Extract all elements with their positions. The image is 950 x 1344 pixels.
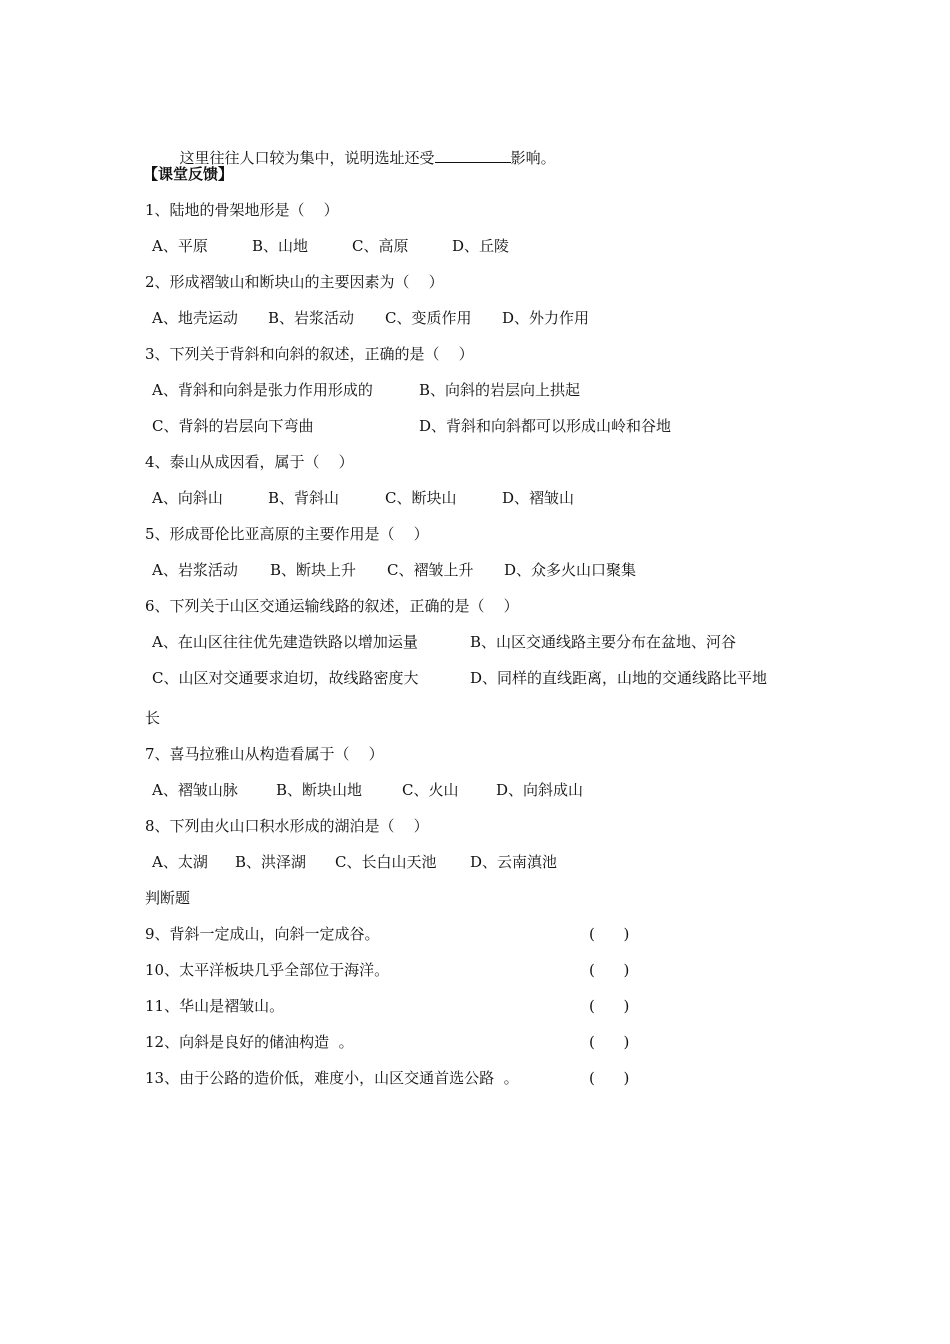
q1-option-d[interactable]: D、丘陵 bbox=[452, 237, 510, 255]
q8-option-a[interactable]: A、太湖 bbox=[152, 853, 208, 871]
q6-option-d-continuation: 长 bbox=[145, 709, 161, 727]
question-7-stem: 7、喜马拉雅山从构造看属于（ ） bbox=[145, 745, 384, 763]
q8-option-c[interactable]: C、长白山天池 bbox=[335, 853, 437, 871]
q6-option-d[interactable]: D、同样的直线距离，山地的交通线路比平地 bbox=[470, 669, 768, 687]
q7-option-b[interactable]: B、断块山地 bbox=[276, 781, 363, 799]
question-6-stem: 6、下列关于山区交通运输线路的叙述，正确的是（ ） bbox=[145, 597, 519, 615]
question-5-stem: 5、形成哥伦比亚高原的主要作用是（ ） bbox=[145, 525, 429, 543]
question-1-stem: 1、陆地的骨架地形是（ ） bbox=[145, 201, 339, 219]
tf-question-9: 9、背斜一定成山，向斜一定成谷。 bbox=[145, 925, 380, 943]
q8-option-b[interactable]: B、洪泽湖 bbox=[235, 853, 307, 871]
q1-option-c[interactable]: C、高原 bbox=[352, 237, 409, 255]
q6-option-c[interactable]: C、山区对交通要求迫切，故线路密度大 bbox=[152, 669, 419, 687]
tf-answer-9[interactable]: ( ) bbox=[589, 925, 630, 943]
q5-option-c[interactable]: C、褶皱上升 bbox=[387, 561, 474, 579]
q7-option-d[interactable]: D、向斜成山 bbox=[496, 781, 584, 799]
q2-option-b[interactable]: B、岩浆活动 bbox=[268, 309, 355, 327]
q4-option-a[interactable]: A、向斜山 bbox=[152, 489, 223, 507]
q5-option-d[interactable]: D、众多火山口聚集 bbox=[504, 561, 637, 579]
fill-blank[interactable] bbox=[435, 148, 511, 163]
tf-question-13: 13、由于公路的造价低，难度小，山区交通首选公路 。 bbox=[145, 1069, 519, 1087]
q4-option-b[interactable]: B、背斜山 bbox=[268, 489, 340, 507]
q3-option-d[interactable]: D、背斜和向斜都可以形成山岭和谷地 bbox=[419, 417, 672, 435]
question-2-stem: 2、形成褶皱山和断块山的主要因素为（ ） bbox=[145, 273, 444, 291]
q3-option-c[interactable]: C、背斜的岩层向下弯曲 bbox=[152, 417, 314, 435]
q5-option-b[interactable]: B、断块上升 bbox=[270, 561, 357, 579]
section-title: 【课堂反馈】 bbox=[143, 165, 234, 183]
q2-option-c[interactable]: C、变质作用 bbox=[385, 309, 472, 327]
q7-option-c[interactable]: C、火山 bbox=[402, 781, 459, 799]
intro-text-after: 影响。 bbox=[510, 149, 556, 167]
question-4-stem: 4、泰山从成因看，属于（ ） bbox=[145, 453, 354, 471]
intro-line bbox=[170, 128, 556, 168]
tf-question-11: 11、华山是褶皱山。 bbox=[145, 997, 285, 1015]
tf-answer-11[interactable]: ( ) bbox=[589, 997, 630, 1015]
q6-option-b[interactable]: B、山区交通线路主要分布在盆地、河谷 bbox=[470, 633, 737, 651]
tf-question-10: 10、太平洋板块几乎全部位于海洋。 bbox=[145, 961, 390, 979]
tf-answer-12[interactable]: ( ) bbox=[589, 1033, 630, 1051]
q3-option-a[interactable]: A、背斜和向斜是张力作用形成的 bbox=[152, 381, 373, 399]
q4-option-c[interactable]: C、断块山 bbox=[385, 489, 457, 507]
tf-answer-13[interactable]: ( ) bbox=[589, 1069, 630, 1087]
tf-answer-10[interactable]: ( ) bbox=[589, 961, 630, 979]
tf-section-title: 判断题 bbox=[145, 889, 191, 907]
q8-option-d[interactable]: D、云南滇池 bbox=[470, 853, 558, 871]
tf-question-12: 12、向斜是良好的储油构造 。 bbox=[145, 1033, 354, 1051]
intro-text-before: 这里往往人口较为集中，说明选址还受 bbox=[179, 149, 435, 167]
q7-option-a[interactable]: A、褶皱山脉 bbox=[152, 781, 238, 799]
q1-option-b[interactable]: B、山地 bbox=[252, 237, 309, 255]
q3-option-b[interactable]: B、向斜的岩层向上拱起 bbox=[419, 381, 581, 399]
q4-option-d[interactable]: D、褶皱山 bbox=[502, 489, 575, 507]
q2-option-a[interactable]: A、地壳运动 bbox=[152, 309, 238, 327]
question-3-stem: 3、下列关于背斜和向斜的叙述，正确的是（ ） bbox=[145, 345, 474, 363]
question-8-stem: 8、下列由火山口积水形成的湖泊是（ ） bbox=[145, 817, 429, 835]
q1-option-a[interactable]: A、平原 bbox=[152, 237, 208, 255]
q6-option-a[interactable]: A、在山区往往优先建造铁路以增加运量 bbox=[152, 633, 418, 651]
q2-option-d[interactable]: D、外力作用 bbox=[502, 309, 590, 327]
q5-option-a[interactable]: A、岩浆活动 bbox=[152, 561, 238, 579]
